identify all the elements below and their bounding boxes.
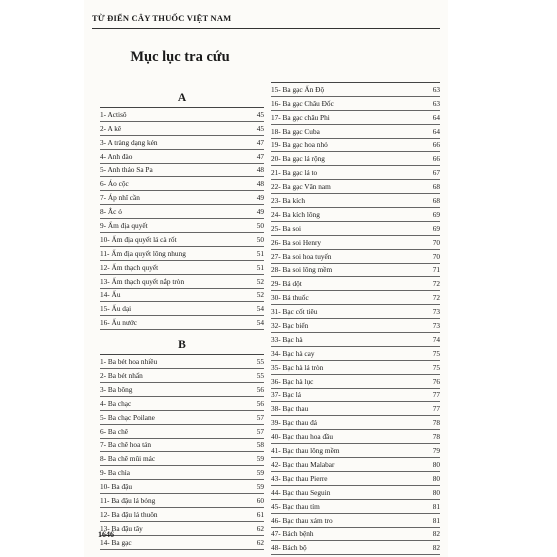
index-entry: [271, 347, 440, 361]
entry-label: 23- Ba kích: [271, 196, 306, 206]
index-entry: [271, 416, 440, 430]
entry-label: 4- Ba chạc: [100, 398, 132, 408]
index-entry: [271, 541, 440, 555]
entry-label: 15- Ba gạc Ấn Độ: [271, 84, 325, 94]
index-entry: [100, 452, 264, 466]
entry-page-number: 54: [256, 318, 264, 328]
entry-label: 1- Ba bét hoa nhiều: [100, 357, 158, 367]
entry-page-number: 74: [432, 334, 440, 344]
index-entry: [271, 458, 440, 472]
index-table-b: [100, 354, 264, 549]
index-entry: [100, 205, 264, 219]
index-entry: [100, 411, 264, 425]
entry-page-number: 51: [256, 262, 264, 272]
entry-page-number: 68: [432, 196, 440, 206]
entry-page-number: 52: [256, 290, 264, 300]
entry-page-number: 68: [432, 182, 440, 192]
entry-label: 12- Ba đậu lá thuôn: [100, 509, 158, 519]
entry-page-number: 57: [256, 412, 264, 422]
entry-label: 39- Bạc thau đá: [271, 418, 317, 428]
index-entry: [271, 305, 440, 319]
entry-page-number: 70: [432, 237, 440, 247]
entry-label: 28- Ba soi lông mềm: [271, 265, 333, 275]
entry-page-number: 45: [256, 109, 264, 119]
index-entry: [271, 389, 440, 403]
index-column-right: [271, 82, 440, 555]
entry-label: 6- Ba chẽ: [100, 426, 128, 436]
entry-label: 2- Ba bét nhấn: [100, 371, 143, 381]
entry-page-number: 59: [256, 454, 264, 464]
index-entry: [271, 514, 440, 528]
index-entry: [271, 180, 440, 194]
entry-label: 3- Ba bông: [100, 384, 133, 394]
index-entry: [100, 122, 264, 136]
index-entry: [271, 208, 440, 222]
index-entry: [100, 425, 264, 439]
entry-page-number: 80: [432, 459, 440, 469]
entry-page-number: 54: [256, 304, 264, 314]
entry-page-number: 47: [256, 151, 264, 161]
index-entry: [271, 111, 440, 125]
entry-label: 32- Bạc biển: [271, 321, 309, 331]
index-entry: [271, 430, 440, 444]
section-letter-a: A: [177, 92, 187, 104]
index-entry: [271, 277, 440, 291]
entry-page-number: 72: [432, 279, 440, 289]
entry-label: 11- Ấm địa quyết lông nhung: [100, 248, 186, 258]
entry-page-number: 81: [432, 501, 440, 511]
entry-label: 14- Ba gạc: [100, 537, 132, 547]
index-entry: [100, 355, 264, 369]
entry-label: 25- Ba soi: [271, 223, 301, 233]
entry-label: 2- A kê: [100, 123, 122, 133]
entry-label: 46- Bạc thau xám tro: [271, 515, 333, 525]
page-title: Mục lục tra cứu: [130, 49, 230, 65]
entry-label: 19- Ba gạc hoa nhỏ: [271, 140, 328, 150]
entry-page-number: 61: [256, 509, 264, 519]
entry-label: 42- Bạc thau Malabar: [271, 459, 335, 469]
index-entry: [100, 383, 264, 397]
index-entry: [271, 291, 440, 305]
entry-label: 40- Bạc thau hoa đầu: [271, 432, 334, 442]
index-entry: [100, 219, 264, 233]
entry-page-number: 66: [432, 154, 440, 164]
index-entry: [271, 333, 440, 347]
entry-label: 10- Ấm địa quyết lá cà rốt: [100, 234, 177, 244]
index-entry: [271, 194, 440, 208]
entry-label: 26- Ba soi Henry: [271, 237, 322, 247]
entry-page-number: 76: [432, 376, 440, 386]
entry-page-number: 75: [432, 348, 440, 358]
index-entry: [271, 83, 440, 97]
entry-page-number: 69: [432, 209, 440, 219]
index-entry: [271, 97, 440, 111]
index-entry: [100, 369, 264, 383]
entry-label: 43- Bạc thau Pierre: [271, 473, 328, 483]
entry-page-number: 70: [432, 251, 440, 261]
entry-page-number: 69: [432, 223, 440, 233]
entry-label: 5- Ba chạc Poilane: [100, 412, 155, 422]
entry-label: 16- Ba gạc Châu Đốc: [271, 98, 334, 108]
entry-label: 31- Bạc cốt tiêu: [271, 307, 318, 317]
entry-label: 16- Ấu nước: [100, 318, 137, 328]
entry-page-number: 62: [256, 523, 264, 533]
entry-page-number: 66: [432, 140, 440, 150]
entry-label: 47- Bách bệnh: [271, 529, 314, 539]
entry-page-number: 80: [432, 487, 440, 497]
entry-page-number: 52: [256, 276, 264, 286]
entry-page-number: 67: [432, 168, 440, 178]
entry-page-number: 78: [432, 418, 440, 428]
index-entry: [271, 264, 440, 278]
index-entry: [100, 480, 264, 494]
entry-label: 12- Ấm thạch quyết: [100, 262, 159, 272]
entry-label: 4- Anh đào: [100, 151, 133, 161]
entry-page-number: 79: [432, 446, 440, 456]
entry-label: 10- Ba đậu: [100, 482, 133, 492]
entry-label: 13- Ấm thạch quyết nắp tròn: [100, 276, 185, 286]
entry-label: 3- A tràng dạng kén: [100, 137, 158, 147]
entry-page-number: 55: [256, 357, 264, 367]
entry-page-number: 49: [256, 207, 264, 217]
index-entry: [100, 466, 264, 480]
entry-page-number: 82: [432, 543, 440, 553]
entry-page-number: 78: [432, 432, 440, 442]
index-entry: [100, 108, 264, 122]
entry-page-number: 64: [432, 112, 440, 122]
running-head: TỪ ĐIỂN CÂY THUỐC VIỆT NAM: [92, 13, 232, 23]
index-entry: [100, 275, 264, 289]
index-entry: [271, 486, 440, 500]
index-entry: [100, 494, 264, 508]
index-entry: [271, 472, 440, 486]
entry-page-number: 47: [256, 137, 264, 147]
entry-page-number: 77: [432, 390, 440, 400]
entry-label: 18- Ba gạc Cuba: [271, 126, 320, 136]
entry-page-number: 48: [256, 179, 264, 189]
index-entry: [271, 444, 440, 458]
entry-page-number: 59: [256, 468, 264, 478]
entry-label: 24- Ba kích lông: [271, 209, 320, 219]
index-entry: [271, 236, 440, 250]
index-entry: [271, 166, 440, 180]
entry-label: 14- Ấu: [100, 290, 121, 300]
entry-label: 27- Ba soi hoa tuyến: [271, 251, 332, 261]
entry-page-number: 80: [432, 473, 440, 483]
index-table-b-continued: [271, 82, 440, 555]
index-entry: [271, 361, 440, 375]
index-entry: [100, 536, 264, 550]
entry-label: 15- Ấu dại: [100, 304, 132, 314]
entry-page-number: 49: [256, 193, 264, 203]
index-entry: [100, 150, 264, 164]
entry-label: 7- Áp nhĩ cần: [100, 193, 140, 203]
index-entry: [100, 233, 264, 247]
entry-label: 13- Ba đậu tây: [100, 523, 143, 533]
index-entry: [271, 222, 440, 236]
entry-page-number: 81: [432, 515, 440, 525]
entry-label: 9- Ba chìa: [100, 468, 130, 478]
index-table-a: [100, 107, 264, 330]
index-entry: [271, 375, 440, 389]
entry-page-number: 55: [256, 371, 264, 381]
entry-label: 38- Bạc thau: [271, 404, 309, 414]
index-entry: [100, 289, 264, 303]
index-entry: [100, 522, 264, 536]
index-entry: [271, 528, 440, 542]
header-rule: [92, 28, 440, 29]
entry-page-number: 60: [256, 496, 264, 506]
entry-page-number: 73: [432, 321, 440, 331]
entry-label: 33- Bạc hà: [271, 334, 303, 344]
entry-page-number: 58: [256, 440, 264, 450]
index-entry: [271, 500, 440, 514]
section-letter-b: B: [178, 339, 186, 352]
entry-page-number: 64: [432, 126, 440, 136]
entry-label: 41- Bạc thau lông mềm: [271, 446, 340, 456]
index-entry: [271, 139, 440, 153]
index-entry: [100, 177, 264, 191]
entry-label: 8- Ắc ó: [100, 207, 122, 217]
entry-page-number: 56: [256, 398, 264, 408]
entry-page-number: 73: [432, 307, 440, 317]
entry-page-number: 48: [256, 165, 264, 175]
entry-label: 35- Bạc hà lá tròn: [271, 362, 324, 372]
index-entry: [271, 402, 440, 416]
entry-page-number: 77: [432, 404, 440, 414]
index-entry: [100, 439, 264, 453]
index-entry: [100, 508, 264, 522]
index-column-left: [100, 89, 264, 550]
entry-page-number: 45: [256, 123, 264, 133]
index-entry: [100, 191, 264, 205]
index-entry: [100, 247, 264, 261]
entry-label: 8- Ba chẽ mũi mác: [100, 454, 156, 464]
index-entry: [100, 316, 264, 330]
index-entry: [100, 302, 264, 316]
entry-page-number: 59: [256, 482, 264, 492]
entry-label: 48- Bách bộ: [271, 543, 307, 553]
entry-page-number: 50: [256, 221, 264, 231]
entry-label: 37- Bạc lá: [271, 390, 301, 400]
index-entry: [271, 250, 440, 264]
entry-label: 30- Bá thuốc: [271, 293, 309, 303]
entry-label: 29- Bá dột: [271, 279, 302, 289]
entry-page-number: 51: [256, 248, 264, 258]
entry-label: 45- Bạc thau tím: [271, 501, 320, 511]
entry-page-number: 63: [432, 98, 440, 108]
entry-label: 22- Ba gạc Vân nam: [271, 182, 331, 192]
entry-label: 44- Bạc thau Seguin: [271, 487, 331, 497]
entry-label: 20- Ba gạc lá rộng: [271, 154, 325, 164]
index-entry: [271, 125, 440, 139]
index-entry: [100, 164, 264, 178]
entry-page-number: 62: [256, 537, 264, 547]
entry-label: 36- Bạc hà lục: [271, 376, 314, 386]
entry-page-number: 57: [256, 426, 264, 436]
entry-page-number: 71: [432, 265, 440, 275]
entry-page-number: 75: [432, 362, 440, 372]
entry-label: 1- Actisô: [100, 109, 127, 119]
entry-page-number: 72: [432, 293, 440, 303]
index-entry: [100, 261, 264, 275]
entry-page-number: 50: [256, 234, 264, 244]
entry-page-number: 82: [432, 529, 440, 539]
index-entry: [271, 152, 440, 166]
entry-page-number: 56: [256, 384, 264, 394]
entry-label: 6- Áo cộc: [100, 179, 129, 189]
entry-label: 7- Ba chẽ hoa tán: [100, 440, 152, 450]
entry-label: 21- Ba gạc lá to: [271, 168, 318, 178]
page-number: 1646: [98, 530, 114, 539]
index-entry: [100, 397, 264, 411]
entry-page-number: 63: [432, 84, 440, 94]
entry-label: 5- Anh thảo Sa Pa: [100, 165, 153, 175]
entry-label: 34- Bạc hà cay: [271, 348, 315, 358]
entry-label: 9- Ấm địa quyết: [100, 221, 148, 231]
entry-label: 17- Ba gạc châu Phi: [271, 112, 330, 122]
index-entry: [100, 136, 264, 150]
index-entry: [271, 319, 440, 333]
entry-label: 11- Ba đậu lá bóng: [100, 496, 156, 506]
